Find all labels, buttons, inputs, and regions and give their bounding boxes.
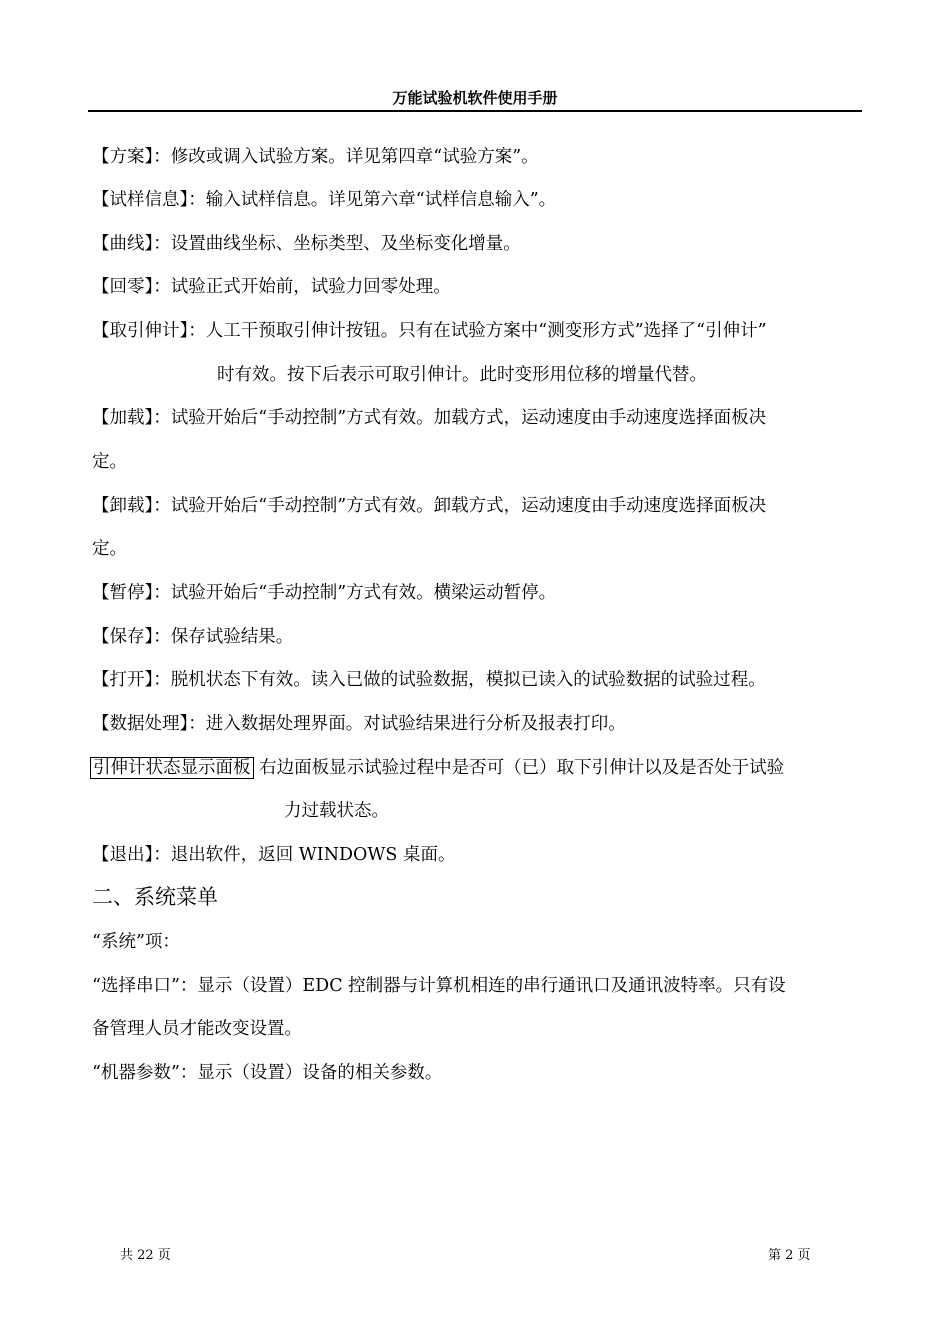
text-line-unload-cont: 定。 [92,539,127,559]
text-line-exit: 【退出】：退出软件，返回 WINDOWS 桌面。 [92,845,456,865]
text-line-curve: 【曲线】：设置曲线坐标、坐标类型、及坐标变化增量。 [92,234,521,254]
text-line-extensometer: 【取引伸计】：人工干预取引伸计按钮。只有在试验方案中“测变形方式”选择了“引伸计” [92,321,767,341]
text-line-zero: 【回零】：试验正式开始前，试验力回零处理。 [92,277,451,297]
extensometer-panel-label: 引伸计状态显示面板 [90,757,254,779]
text-line-extensometer-panel [92,755,784,781]
text-line-data-processing: 【数据处理】：进入数据处理界面。对试验结果进行分析及报表打印。 [92,714,626,734]
footer-total-pages: 共 22 页 [120,1248,171,1263]
document-header-title: 万能试验机软件使用手册 [392,89,558,107]
text-line-extensometer-panel-cont: 力过载状态。 [284,801,389,821]
text-line-save: 【保存】：保存试验结果。 [92,627,294,647]
text-line-sample-info: 【试样信息】：输入试样信息。详见第六章“试样信息输入”。 [92,190,557,210]
text-line-select-port: “选择串口”：显示（设置）EDC 控制器与计算机相连的串行通讯口及通讯波特率。只有设 [92,976,786,996]
footer-page-number: 第 2 页 [768,1248,811,1263]
text-line-select-port-cont: 备管理人员才能改变设置。 [92,1019,302,1039]
text-line-plan: 【方案】：修改或调入试验方案。详见第四章“试验方案”。 [92,147,539,167]
section-heading-system-menu: 二、系统菜单 [92,885,218,909]
text-line-load-cont: 定。 [92,452,127,472]
text-line-unload: 【卸载】：试验开始后“手动控制”方式有效。卸载方式，运动速度由手动速度选择面板决 [92,496,767,516]
extensometer-panel-description: 右边面板显示试验过程中是否可（已）取下引伸计以及是否处于试验 [259,758,785,778]
text-line-extensometer-cont: 时有效。按下后表示可取引伸计。此时变形用位移的增量代替。 [217,365,707,385]
text-line-open: 【打开】：脱机状态下有效。读入已做的试验数据，模拟已读入的试验数据的试验过程。 [92,670,766,690]
text-line-system-item: “系统”项： [92,932,180,952]
text-line-pause: 【暂停】：试验开始后“手动控制”方式有效。横梁运动暂停。 [92,583,557,603]
text-line-machine-params: “机器参数”：显示（设置）设备的相关参数。 [92,1063,443,1083]
text-line-load: 【加载】：试验开始后“手动控制”方式有效。加载方式，运动速度由手动速度选择面板决 [92,408,767,428]
header-rule [88,110,862,112]
